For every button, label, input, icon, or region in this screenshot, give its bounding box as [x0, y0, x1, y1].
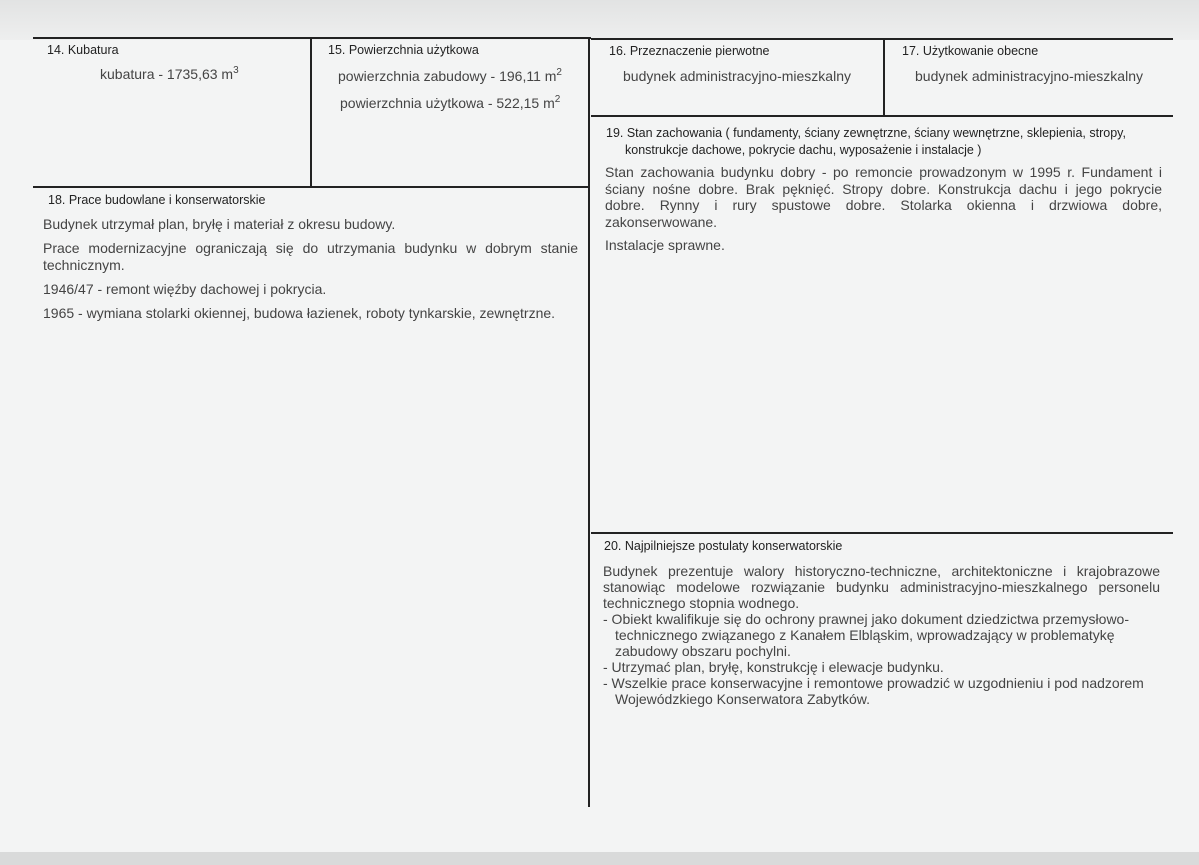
field-19-paragraph: Stan zachowania budynku dobry - po remoncie prowadzonym w 1995 r. Fundament i ściany nośne dobre. Brak pęknięć. Stropy dobre. Konstrukcja dachu i jego pokrycie dobre. Rynny i rury spustowe dobre. Stolarka okienna i drzwiowa dobre, zakonserwowane.: [605, 164, 1162, 230]
field-19-paragraph: Instalacje sprawne.: [605, 237, 725, 253]
field-18-body: [43, 216, 578, 329]
field-19-label-line1: 19. Stan zachowania ( fundamenty, ściany zewnętrzne, ściany wewnętrzne, sklepienia, stropy,: [606, 126, 1126, 140]
field-14-value: [100, 66, 239, 83]
scan-top-band: [0, 0, 1199, 40]
scan-bottom-band: [0, 852, 1199, 865]
field-18-paragraph: Prace modernizacyjne ograniczają się do utrzymania budynku w dobrym stanie technicznym.: [43, 240, 578, 273]
divider-top-left: [33, 37, 591, 39]
divider-vertical-16-17: [883, 38, 885, 116]
field-17-value: budynek administracyjno-mieszkalny: [915, 68, 1143, 84]
divider-above-20: [591, 532, 1173, 534]
field-16-value: budynek administracyjno-mieszkalny: [623, 68, 851, 84]
field-15-line1-unit: 2: [556, 67, 562, 78]
field-20-body: [603, 563, 1160, 707]
field-15-line2-unit: 2: [554, 94, 561, 105]
divider-top-right: [591, 38, 1173, 40]
field-14-label: 14. Kubatura: [47, 43, 119, 57]
field-18-paragraph: 1946/47 - remont więźby dachowej i pokrycia.: [43, 281, 327, 297]
field-15-line2-text: powierzchnia użytkowa - 522,15 m: [340, 95, 555, 111]
field-15-label: 15. Powierzchnia użytkowa: [328, 43, 479, 57]
divider-vertical-main: [588, 37, 590, 807]
divider-under-16-17: [591, 115, 1173, 117]
field-20-list-item: - Obiekt kwalifikuje się do ochrony prawnej jako dokument dziedzictwa przemysłowo-technicznego związanego z Kanałem Elbląskim, wprowadzający w problematykę zabudowy obszaru pochylni.: [603, 611, 1130, 659]
field-14-text: kubatura - 1735,63 m: [100, 66, 234, 82]
divider-above-18: [33, 186, 590, 188]
field-20-list-item: - Utrzymać plan, bryłę, konstrukcję i elewacje budynku.: [603, 659, 944, 675]
field-16-label: 16. Przeznaczenie pierwotne: [609, 44, 770, 58]
field-18-paragraph: Budynek utrzymał plan, bryłę i materiał z okresu budowy.: [43, 216, 396, 232]
field-15-line1-text: powierzchnia zabudowy - 196,11 m: [338, 68, 557, 84]
field-18-label: 18. Prace budowlane i konserwatorskie: [48, 193, 266, 207]
field-19-label-line2: konstrukcje dachowe, pokrycie dachu, wyposażenie i instalacje ): [625, 143, 982, 157]
divider-vertical-14-15: [310, 37, 312, 187]
field-15-line2: [340, 95, 560, 112]
field-17-label: 17. Użytkowanie obecne: [902, 44, 1039, 58]
field-14-unit: 3: [233, 65, 239, 76]
field-18-paragraph: 1965 - wymiana stolarki okiennej, budowa łazienek, roboty tynkarskie, zewnętrzne.: [43, 305, 556, 321]
field-20-intro: Budynek prezentuje walory historyczno-techniczne, architektoniczne i krajobrazowe stanowiąc modelowe rozwiązanie budynku administracyjno-mieszkalnego personelu technicznego stopnia wodnego.: [603, 563, 1160, 611]
field-20-list-item: - Wszelkie prace konserwacyjne i remontowe prowadzić w uzgodnieniu i pod nadzorem Wojewódzkiego Konserwatora Zabytków.: [603, 675, 1144, 707]
field-19-body: [605, 164, 1162, 261]
field-20-label: 20. Najpilniejsze postulaty konserwatorskie: [604, 539, 843, 553]
field-15-line1: [338, 68, 562, 85]
